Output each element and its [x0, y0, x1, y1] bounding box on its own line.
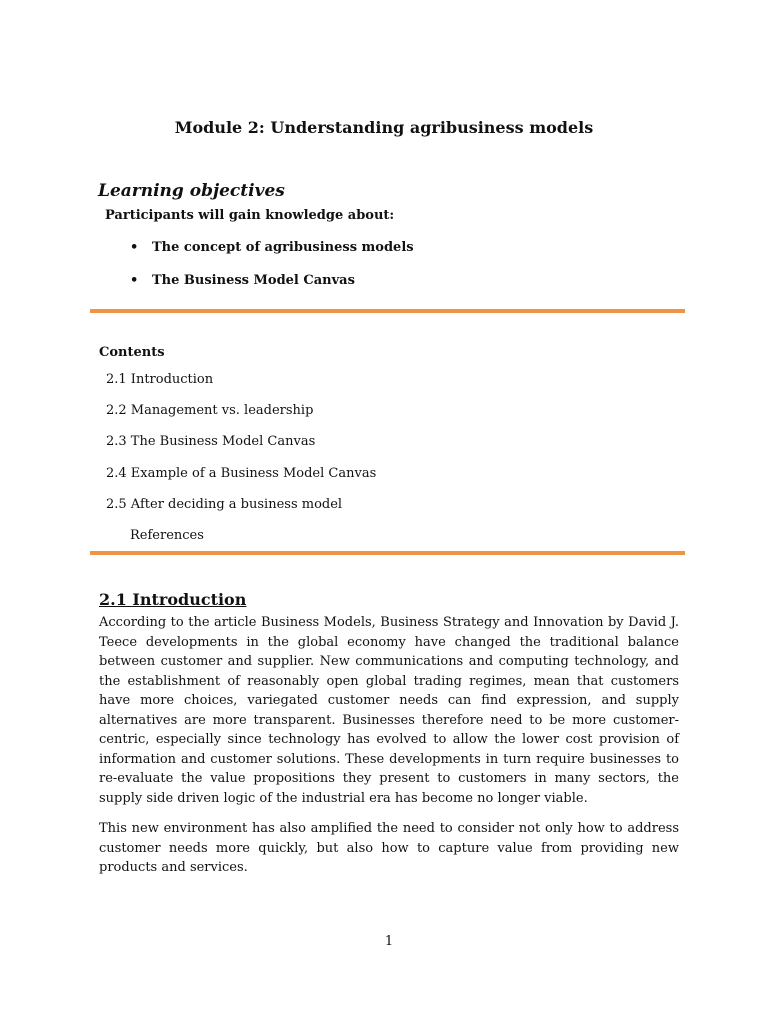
page-number: 1	[384, 934, 394, 949]
page-title: Module 2: Understanding agribusiness models	[174, 118, 594, 137]
contents-item: 2.5 After deciding a business model	[106, 497, 343, 512]
section-heading: 2.1 Introduction	[99, 590, 247, 609]
bullet-icon: •	[130, 273, 139, 288]
objective-label: The Business Model Canvas	[152, 273, 355, 288]
objective-label: The concept of agribusiness models	[152, 240, 414, 255]
objectives-intro: Participants will gain knowledge about:	[105, 208, 395, 223]
contents-item: 2.3 The Business Model Canvas	[106, 434, 316, 449]
body-paragraph: According to the article Business Models, Business Strategy and Innovation by David J. Teece developments in the global economy have changed the traditional balance between customer and supplier. New communications and computing technology, and the establishment of reasonably open global trading regimes, mean that customers have more choices, variegated customer needs can find expression, and supply alternatives are more transparent. Businesses therefore need to be more customer-centric, especially since technology has evolved to allow the lower cost provision of information and customer solutions. These developments in turn require businesses to re-evaluate the value propositions they present to customers in many sectors, the supply side driven logic of the industrial era has become no longer viable.	[99, 615, 679, 806]
orange-divider-bottom	[90, 551, 685, 555]
body-paragraph: This new environment has also amplified the need to consider not only how to address customer needs more quickly, but also how to capture value from providing new products and services.	[99, 821, 679, 875]
contents-item: 2.1 Introduction	[106, 372, 214, 387]
bullet-icon: •	[130, 240, 139, 255]
contents-item-references: References	[130, 528, 204, 543]
learning-objectives-heading: Learning objectives	[98, 181, 285, 201]
contents-item: 2.2 Management vs. leadership	[106, 403, 314, 418]
orange-divider-top	[90, 309, 685, 313]
contents-heading: Contents	[99, 345, 165, 360]
contents-item: 2.4 Example of a Business Model Canvas	[106, 466, 377, 481]
